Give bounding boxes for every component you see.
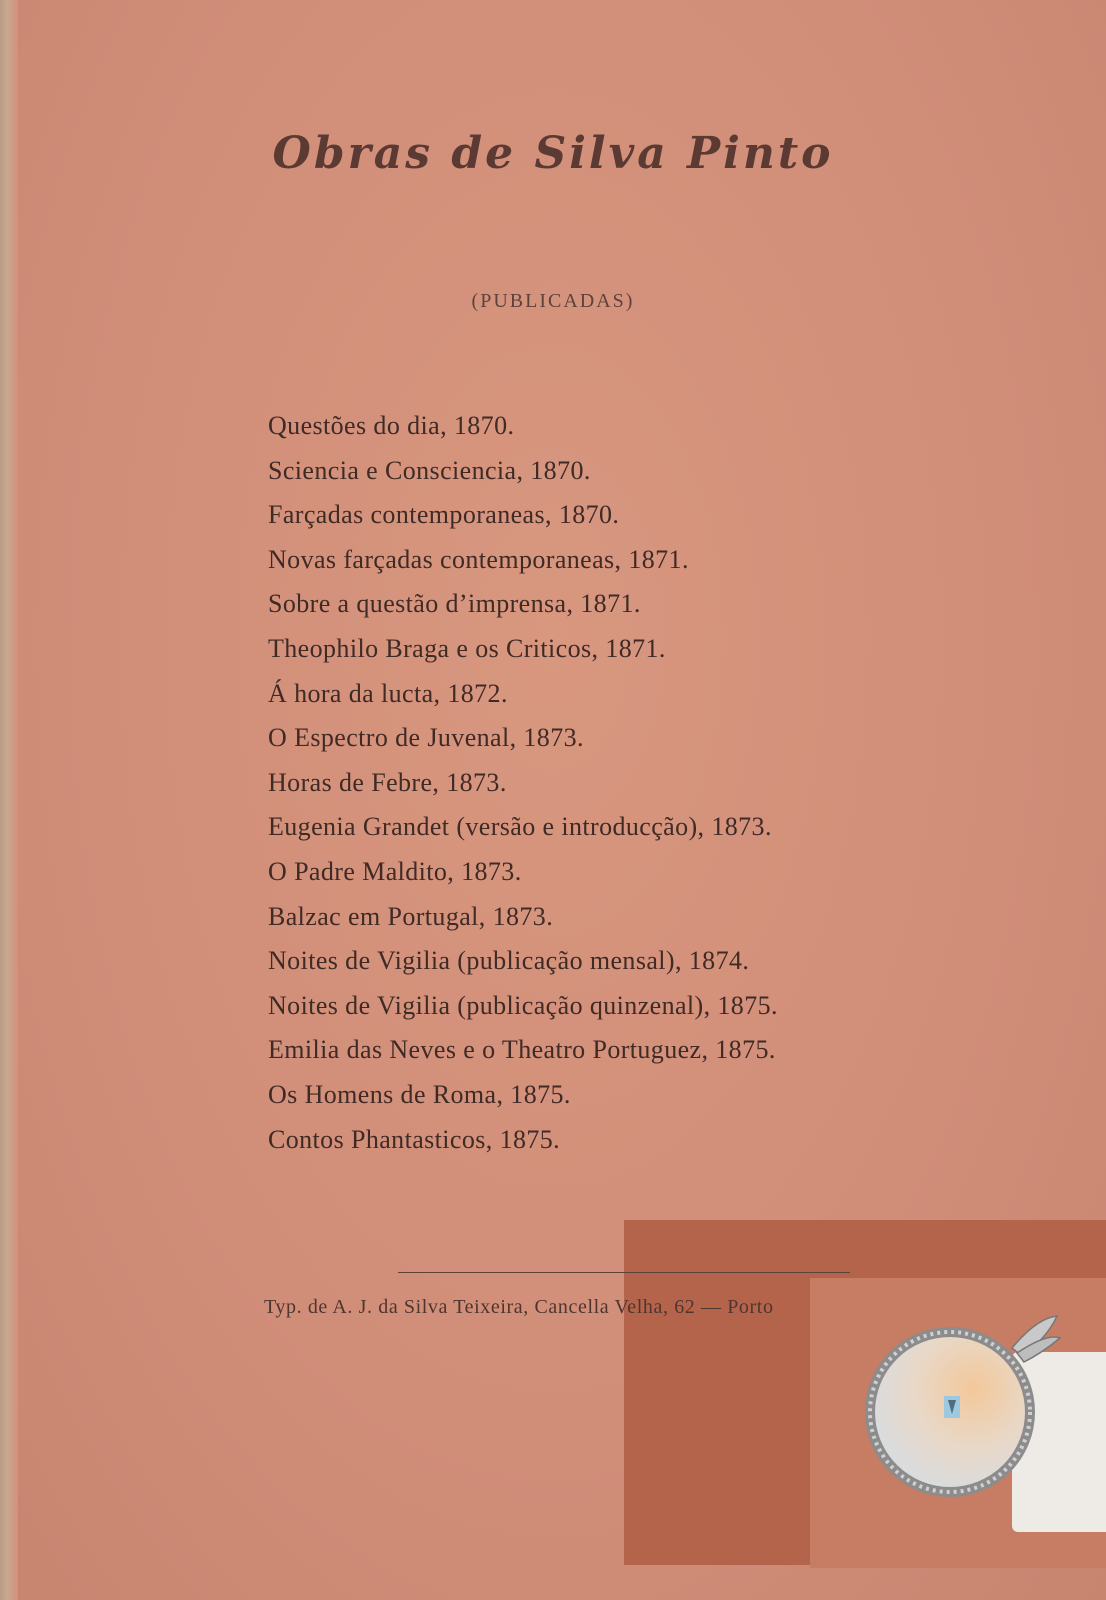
list-item: Sciencia e Consciencia, 1870. <box>268 455 591 485</box>
cover-spine-edge <box>0 0 18 1600</box>
list-item: Noites de Vigilia (publicação mensal), 1874. <box>268 946 750 976</box>
list-item: Noites de Vigilia (publicação quinzenal), 1875. <box>268 990 778 1020</box>
works-list <box>268 404 948 1162</box>
list-item: Farçadas contemporaneas, 1870. <box>268 500 620 530</box>
list-item: Emilia das Neves e o Theatro Portuguez, 1875. <box>268 1035 776 1065</box>
list-item: Eugenia Grandet (versão e introducção), 1873. <box>268 812 772 842</box>
list-item: Horas de Febre, 1873. <box>268 767 507 797</box>
divider-rule <box>398 1272 850 1273</box>
list-item: Balzac em Portugal, 1873. <box>268 901 554 931</box>
page-title: Obras de Silva Pinto <box>272 128 834 179</box>
printer-imprint: Typ. de A. J. da Silva Teixeira, Cancella Velha, 62 — Porto <box>264 1296 774 1318</box>
list-item: Novas farçadas contemporaneas, 1871. <box>268 544 689 574</box>
list-item: Questões do dia, 1870. <box>268 411 515 440</box>
ouroboros-logo-icon <box>862 1308 1062 1508</box>
page-subtitle: (PUBLICADAS) <box>471 290 635 312</box>
list-item: Sobre a questão d’imprensa, 1871. <box>268 589 641 619</box>
list-item: O Espectro de Juvenal, 1873. <box>268 723 584 753</box>
list-item: Á hora da lucta, 1872. <box>268 678 508 708</box>
list-item: Theophilo Braga e os Criticos, 1871. <box>268 633 666 663</box>
list-item: Os Homens de Roma, 1875. <box>268 1079 571 1109</box>
list-item: O Padre Maldito, 1873. <box>268 856 522 886</box>
list-item: Contos Phantasticos, 1875. <box>268 1124 561 1154</box>
